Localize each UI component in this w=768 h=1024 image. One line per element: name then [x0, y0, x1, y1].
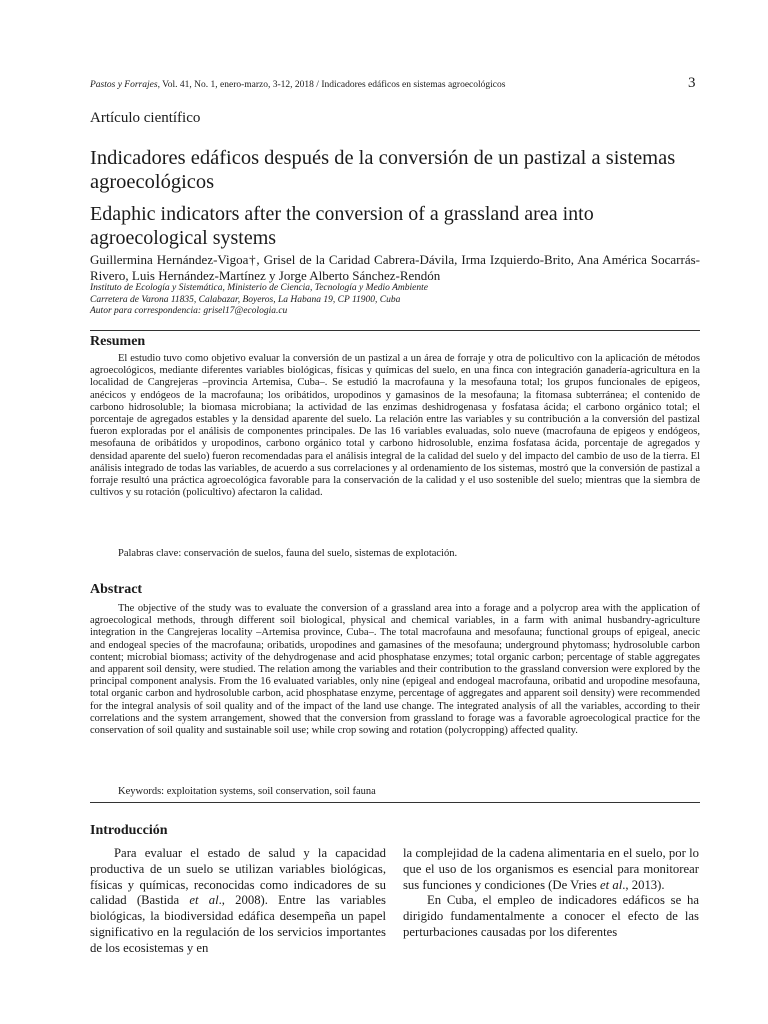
resumen-body: [90, 353, 700, 499]
authors: Guillermina Hernández-Vigoa†, Grisel de la Caridad Cabrera-Dávila, Irma Izquierdo-Brito, Ana América Socarrás-Rivero, Luis Hernández-Martínez y Jorge Alberto Sánchez-Rendón: [90, 252, 700, 283]
intro-left-column: [90, 846, 386, 957]
resumen-keywords: Palabras clave: conservación de suelos, fauna del suelo, sistemas de explotación.: [118, 548, 458, 559]
running-title: Indicadores edáficos en sistemas agroecológicos: [321, 80, 506, 90]
affiliation-address: Carretera de Varona 11835, Calabazar, Boyeros, La Habana 19, CP 11900, Cuba: [90, 294, 401, 305]
divider: [90, 802, 700, 803]
affiliation-institute: Instituto de Ecología y Sistemática, Ministerio de Ciencia, Tecnología y Medio Ambiente: [90, 283, 428, 293]
abstract-body: [90, 603, 700, 737]
journal-name: Pastos y Forrajes: [90, 80, 158, 90]
introduccion-heading: Introducción: [90, 823, 168, 838]
title-english: Edaphic indicators after the conversion of a grassland area into agroecological systems: [90, 203, 594, 249]
affiliation: [90, 283, 690, 318]
abstract-keywords: Keywords: exploitation systems, soil conservation, soil fauna: [118, 786, 376, 797]
intro-paragraph-1: Para evaluar el estado de salud y la capacidad productiva de un suelo se utilizan variables biológicas, físicas y químicas, reconocidas como indicadores de su calidad (Bastida et al., 2008). Entre las variables biológicas, la biodiversidad edáfica desempeña un papel significativo en la regulación de los servicios importantes de los ecosistemas y en: [90, 846, 386, 955]
title-spanish: Indicadores edáficos después de la conversión de un pastizal a sistemas agroecológicos: [90, 147, 676, 193]
resumen-heading: Resumen: [90, 334, 146, 349]
abstract-heading: Abstract: [90, 582, 143, 597]
journal-issue: , Vol. 41, No. 1, enero-marzo, 3-12, 2018 /: [157, 80, 322, 90]
abstract-text: The objective of the study was to evaluate the conversion of a grassland area into a forage and a polycrop area with the application of agroecological methods, through different soil biological, physical and chemical variables, in a farm with animal husbandry-agriculture integration in the Cangrejeras locality –Artemisa province, Cuba–. The total macrofauna and mesofauna; functional groups of epigeal, anecic and endogeal species of the macrofauna; oribatids, uropodines and gamasines of the mesofauna; underground phytomass; hydrosoluble carbon content; microbial biomass; activity of the dehydrogenase and acid phosphatase enzymes; total organic carbon; percentage of stable aggregates and apparent soil density, were studied. The relation among the variables and their contribution to the grassland conversion were explored by the principal component analysis. From the 16 evaluated variables, only nine (epigeal and endogeal macrofauna, oribatid and uropodine mesofauna, total organic carbon and hydrosoluble carbon, acid phosphatase enzyme, percentage of aggregates and apparent soil density) were recommended for the integral analysis of soil quality and of the impact of the land use change. The integrated analysis of all the variables, according to their correlations and the system arrangement, showed that the conversion from grassland to forage was a favorable agroecological practice for the conservation of soil quality and sustainable soil use; while crop sowing and rotation (polycropping) affected quality.: [90, 603, 700, 737]
page-number: 3: [688, 75, 696, 91]
intro-paragraph-2: En Cuba, el empleo de indicadores edáficos se ha dirigido fundamentalmente a conocer el efecto de las perturbaciones causadas por los diferentes: [403, 893, 699, 939]
resumen-text: El estudio tuvo como objetivo evaluar la conversión de un pastizal a un área de forraje y otra de policultivo con la aplicación de métodos agroecológicos, mediante diferentes variables biológicas, físicas y químicas del suelo, en una finca con integración ganadería-agricultura en la localidad de Cangrejeras –provincia Artemisa, Cuba–. Se estudió la macrofauna y la mesofauna total; los grupos funcionales de epigeos, anécicos y endógeos de la macrofauna; los oribátidos, uropodinos y gamasinos de la mesofauna; la fitomasa subterránea; el contenido de carbono hidrosoluble; la biomasa microbiana; la actividad de las enzimas deshidrogenasa y fosfatasa ácida; el carbono orgánico total; el porcentaje de agregados estables y la densidad aparente del suelo. La relación entre las variables y su contribución a la conversión del pastizal fueron exploradas por el análisis de componentes principales. De las 16 variables evaluadas, solo nueve (macrofauna de epigeos y endógeos, mesofauna de oribátidos y uropodinos, carbono orgánico total y carbono hidrosoluble, enzima fosfatasa ácida, porcentaje de agregados y densidad aparente del suelo) fueron recomendadas para el análisis integral de la calidad del suelo y del impacto del cambio de uso de la tierra. El análisis integrado de todas las variables, de acuerdo a sus correlaciones y al ordenamiento de los sistemas, mostró que la conversión de pastizal a forraje resultó una práctica agroecológica favorable para la conservación de la calidad y el uso sostenible del suelo; mientras que la siembra de cultivos y su rotación (policultivo) afectaron la calidad.: [90, 353, 700, 499]
divider: [90, 330, 700, 331]
intro-right-column: [403, 846, 699, 941]
intro-paragraph-continued: la complejidad de la cadena alimentaria en el suelo, por lo que el uso de los organismos es esencial para monitorear sus funciones y condiciones (De Vries et al., 2013).: [403, 846, 699, 892]
running-header: [90, 80, 610, 90]
article-type: Artículo científico: [90, 110, 201, 126]
corresponding-author: Autor para correspondencia: grisel17@ecologia.cu: [90, 306, 288, 316]
